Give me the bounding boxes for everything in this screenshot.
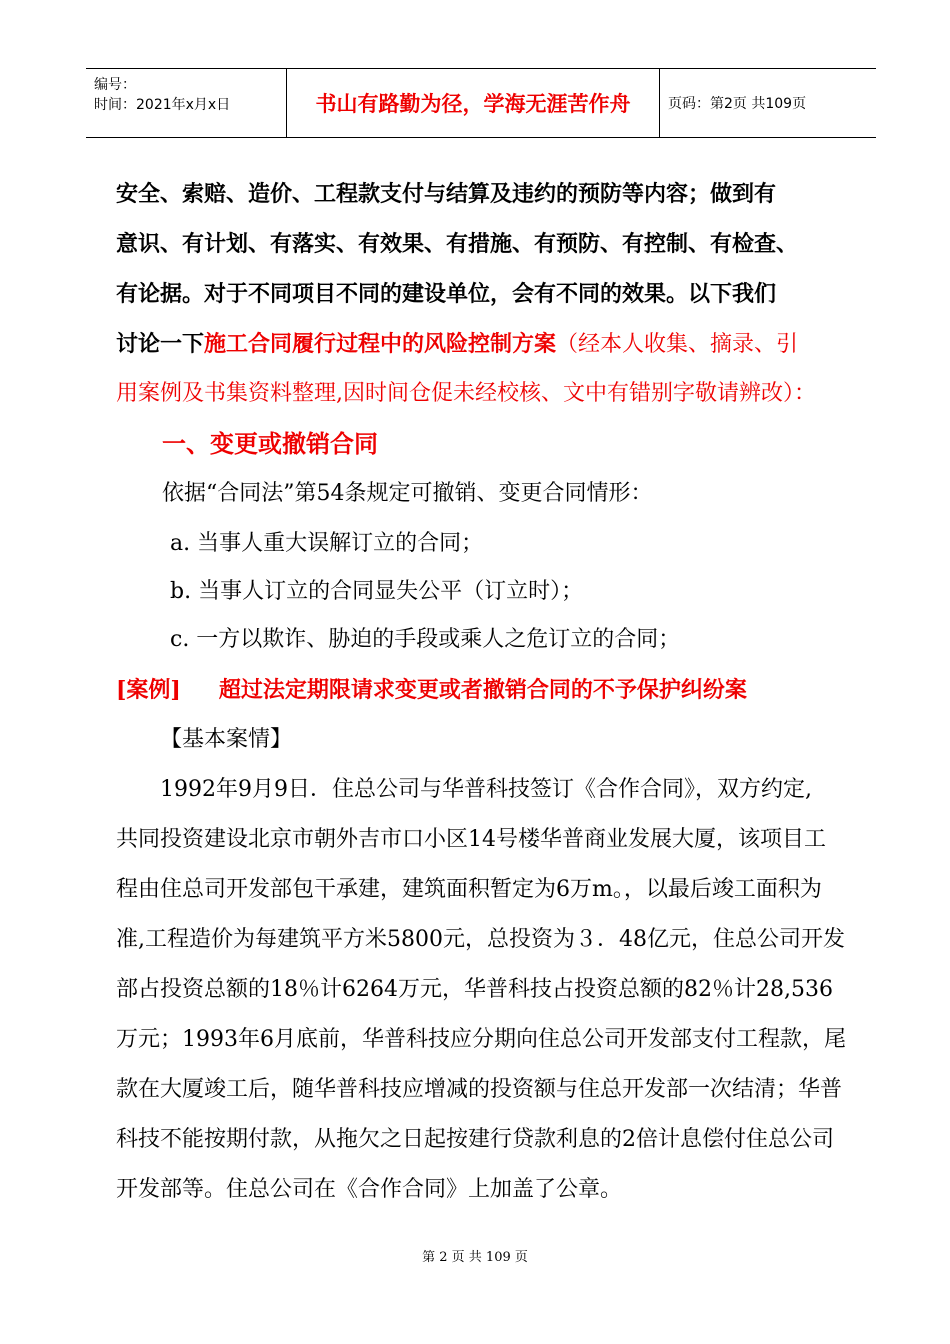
fact-line-2: 共同投资建设北京市朝外吉市口小区14号楼华普商业发展大厦，该项目工 [116, 827, 826, 852]
page-footer: 第 2 页 共 109 页 [422, 1250, 528, 1265]
topic-highlight: 施工合同履行过程中的风险控制方案 [204, 331, 557, 357]
list-item-a: a. 当事人重大误解订立的合同； [170, 531, 484, 556]
case-tag: [案例] [116, 677, 181, 703]
body-line-1: 安全、索赔、造价、工程款支付与结算及违约的预防等内容；做到有 [116, 181, 777, 207]
fact-line-4: 准,工程造价为每建筑平方米5800元，总投资为３．48亿元，住总公司开发 [116, 927, 845, 952]
basic-facts-label: 【基本案情】 [160, 727, 293, 752]
number-label: 编号： [94, 77, 136, 93]
section-heading: 一、变更或撤销合同 [162, 429, 378, 458]
case-title: 超过法定期限请求变更或者撤销合同的不予保护纠纷案 [218, 677, 747, 703]
list-item-c: c. 一方以欺诈、胁迫的手段或乘人之危订立的合同； [170, 627, 681, 652]
basis-paragraph: 依据“合同法”第54条规定可撤销、变更合同情形： [162, 481, 653, 506]
header-motto: 书山有路勤为径，学海无涯苦作舟 [286, 69, 660, 137]
fact-line-3: 程由住总司开发部包干承建，建筑面积暂定为6万m。，以最后竣工面积为 [116, 877, 822, 902]
fact-line-6: 万元；1993年6月底前，华普科技应分期向住总公司开发部支付工程款，尾 [116, 1027, 846, 1052]
header-left [94, 69, 284, 143]
line4-prefix: 讨论一下 [116, 331, 205, 357]
header-page-label: 页码：第2页 共109页 [668, 96, 807, 112]
body-line-5: 用案例及书集资料整理,因时间仓促未经校核、文中有错别字敬请辨改）： [116, 381, 816, 406]
fact-line-5: 部占投资总额的18％计6264万元，华普科技占投资总额的82％计28,536 [116, 977, 833, 1002]
page-header [86, 68, 876, 138]
case-heading [116, 666, 856, 714]
fact-line-1: 1992年9月9日．住总公司与华普科技签订《合作合同》，双方约定, [160, 777, 812, 802]
time-label: 时间：2021年x月x日 [94, 97, 231, 113]
fact-line-7: 款在大厦竣工后，随华普科技应增减的投资额与住总开发部一次结清；华普 [116, 1077, 843, 1102]
list-item-b: b. 当事人订立的合同显失公平（订立时）； [170, 579, 584, 604]
line4-note: （经本人收集、摘录、引 [556, 332, 799, 357]
body-line-3: 有论据。对于不同项目不同的建设单位，会有不同的效果。以下我们 [116, 281, 777, 307]
fact-line-8: 科技不能按期付款，从拖欠之日起按建行贷款利息的2倍计息偿付住总公司 [116, 1127, 834, 1152]
fact-line-9: 开发部等。住总公司在《合作合同》上加盖了公章。 [116, 1177, 623, 1202]
body-line-4 [116, 320, 856, 369]
body-line-2: 意识、有计划、有落实、有效果、有措施、有预防、有控制、有检查、 [116, 231, 799, 257]
